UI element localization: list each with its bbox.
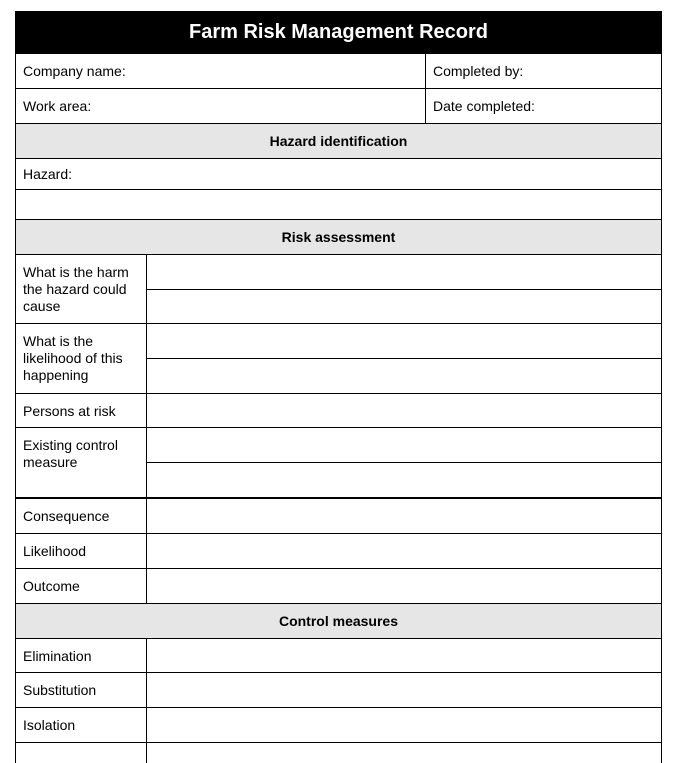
likelihood-happening-field-2[interactable] xyxy=(147,358,661,393)
work-area-label: Work area: xyxy=(23,98,92,114)
hazard-blank-row xyxy=(15,190,662,220)
likelihood-label: Likelihood xyxy=(16,534,147,568)
risk-record-form xyxy=(15,11,662,763)
likelihood-happening-values xyxy=(147,324,661,393)
hazard-label: Hazard: xyxy=(23,166,73,182)
likelihood-field[interactable] xyxy=(147,534,661,568)
hazard-blank-field[interactable] xyxy=(16,190,661,219)
control-measures-header xyxy=(15,604,662,639)
isolation-row xyxy=(15,708,662,743)
existing-control-label: Existing control measure xyxy=(16,428,147,497)
substitution-label: Substitution xyxy=(16,673,147,707)
persons-at-risk-label: Persons at risk xyxy=(16,394,147,427)
completed-by-label: Completed by: xyxy=(433,63,524,79)
company-name-label: Company name: xyxy=(23,63,126,79)
likelihood-happening-field-1[interactable] xyxy=(147,324,661,358)
elimination-field[interactable] xyxy=(147,639,661,672)
risk-assessment-header xyxy=(15,220,662,255)
outcome-field[interactable] xyxy=(147,569,661,603)
substitution-field[interactable] xyxy=(147,673,661,707)
control-measures-title: Control measures xyxy=(16,604,661,638)
work-area-row xyxy=(15,89,662,124)
hazard-identification-title: Hazard identification xyxy=(16,124,661,158)
substitution-row xyxy=(15,673,662,708)
completed-by-field[interactable] xyxy=(426,54,661,88)
consequence-field[interactable] xyxy=(147,499,661,533)
existing-control-row xyxy=(15,428,662,499)
company-row xyxy=(15,54,662,89)
elimination-label: Elimination xyxy=(16,639,147,672)
isolation-field[interactable] xyxy=(147,708,661,742)
harm-row xyxy=(15,255,662,324)
form-title: Farm Risk Management Record xyxy=(15,11,662,54)
likelihood-row xyxy=(15,534,662,569)
date-completed-label: Date completed: xyxy=(433,98,535,114)
likelihood-happening-row xyxy=(15,324,662,394)
hazard-field[interactable] xyxy=(16,159,661,189)
date-completed-field[interactable] xyxy=(426,89,661,123)
consequence-label: Consequence xyxy=(16,499,147,533)
work-area-field[interactable] xyxy=(16,89,426,123)
hazard-identification-header xyxy=(15,124,662,159)
harm-values xyxy=(147,255,661,323)
consequence-row xyxy=(15,499,662,534)
isolation-label: Isolation xyxy=(16,708,147,742)
persons-at-risk-row xyxy=(15,394,662,428)
hazard-row xyxy=(15,159,662,190)
company-name-field[interactable] xyxy=(16,54,426,88)
next-row-field[interactable] xyxy=(147,743,661,763)
existing-control-field-2[interactable] xyxy=(147,462,661,497)
harm-label: What is the harm the hazard could cause xyxy=(16,255,147,323)
outcome-label: Outcome xyxy=(16,569,147,603)
harm-field-2[interactable] xyxy=(147,289,661,324)
outcome-row xyxy=(15,569,662,604)
existing-control-values xyxy=(147,428,661,497)
next-row-partial xyxy=(15,743,662,763)
persons-at-risk-field[interactable] xyxy=(147,394,661,427)
harm-field-1[interactable] xyxy=(147,255,661,289)
risk-assessment-title: Risk assessment xyxy=(16,220,661,254)
next-row-label xyxy=(16,743,147,763)
existing-control-field-1[interactable] xyxy=(147,428,661,462)
likelihood-happening-label: What is the likelihood of this happening xyxy=(16,324,147,393)
elimination-row xyxy=(15,639,662,673)
